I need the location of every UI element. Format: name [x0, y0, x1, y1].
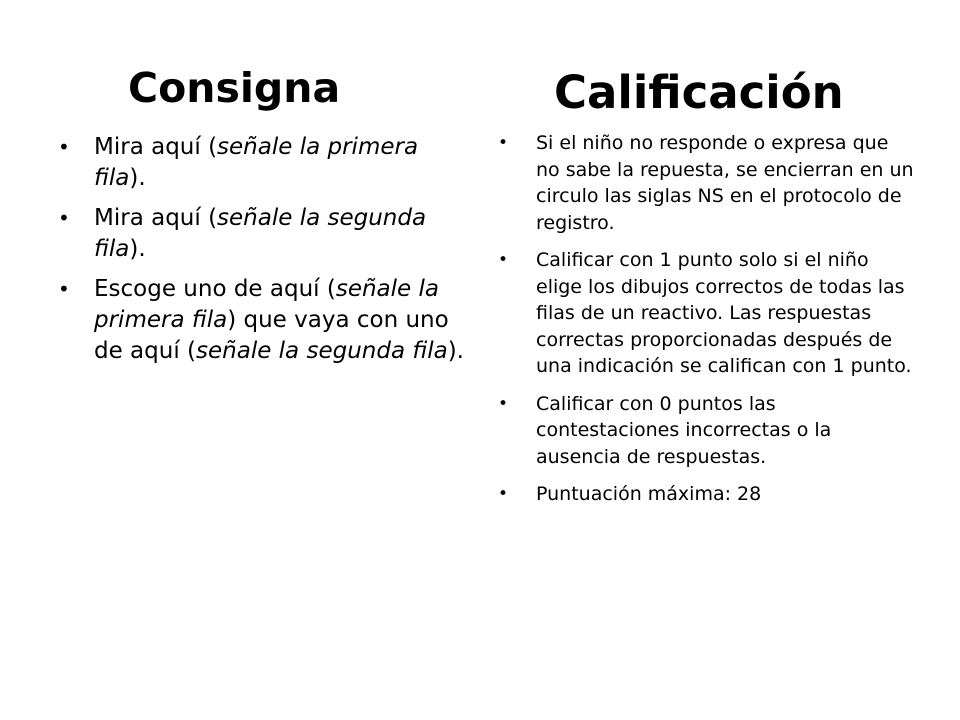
consigna-column — [58, 132, 473, 376]
bullet-icon: • — [58, 135, 70, 159]
bullet-icon: • — [58, 206, 70, 230]
instruction-italic-text: señale la segunda fila — [196, 338, 448, 364]
instruction-text: Mira aquí ( — [94, 205, 218, 231]
calificacion-list — [498, 130, 918, 508]
consigna-list — [58, 132, 473, 367]
instruction-text: ). — [447, 338, 464, 364]
scoring-text: Calificar con 0 puntos las contestaciones incorrectas o la ausencia de respuestas. — [536, 392, 832, 468]
calificacion-item — [498, 391, 918, 471]
scoring-text: Si el niño no responde o expresa que no sabe la repuesta, se encierran en un circulo las siglas NS en el protocolo de registro. — [536, 132, 914, 234]
scoring-text: Calificar con 1 punto solo si el niño elige los dibujos correctos de todas las filas de un reactivo. Las respuestas correctas proporcionadas después de una indicación se califican con 1 punto. — [536, 249, 912, 377]
instruction-text: Mira aquí ( — [94, 134, 218, 160]
scoring-text: Puntuación máxima: 28 — [536, 483, 762, 505]
consigna-item — [58, 274, 473, 367]
calificacion-title: Calificación — [554, 66, 844, 119]
consigna-item — [58, 203, 473, 265]
calificacion-column — [498, 130, 918, 519]
calificacion-item — [498, 481, 918, 508]
instruction-text: ). — [129, 165, 146, 191]
instruction-italic-text: señale la primera fila — [94, 134, 419, 191]
instruction-italic-text: señale la segunda fila — [94, 205, 427, 262]
bullet-icon: • — [58, 277, 70, 301]
calificacion-item — [498, 247, 918, 380]
instruction-text: ). — [129, 236, 146, 262]
instruction-italic-text: señale la primera fila — [94, 276, 439, 333]
bullet-icon: • — [498, 393, 509, 414]
instruction-text: Escoge uno de aquí ( — [94, 276, 336, 302]
consigna-title: Consigna — [128, 64, 341, 112]
bullet-icon: • — [498, 133, 509, 153]
instruction-text: ) que vaya con uno de aquí ( — [94, 307, 449, 364]
bullet-icon: • — [498, 484, 509, 504]
calificacion-item — [498, 130, 918, 236]
bullet-icon: • — [498, 250, 509, 270]
consigna-item — [58, 132, 473, 194]
